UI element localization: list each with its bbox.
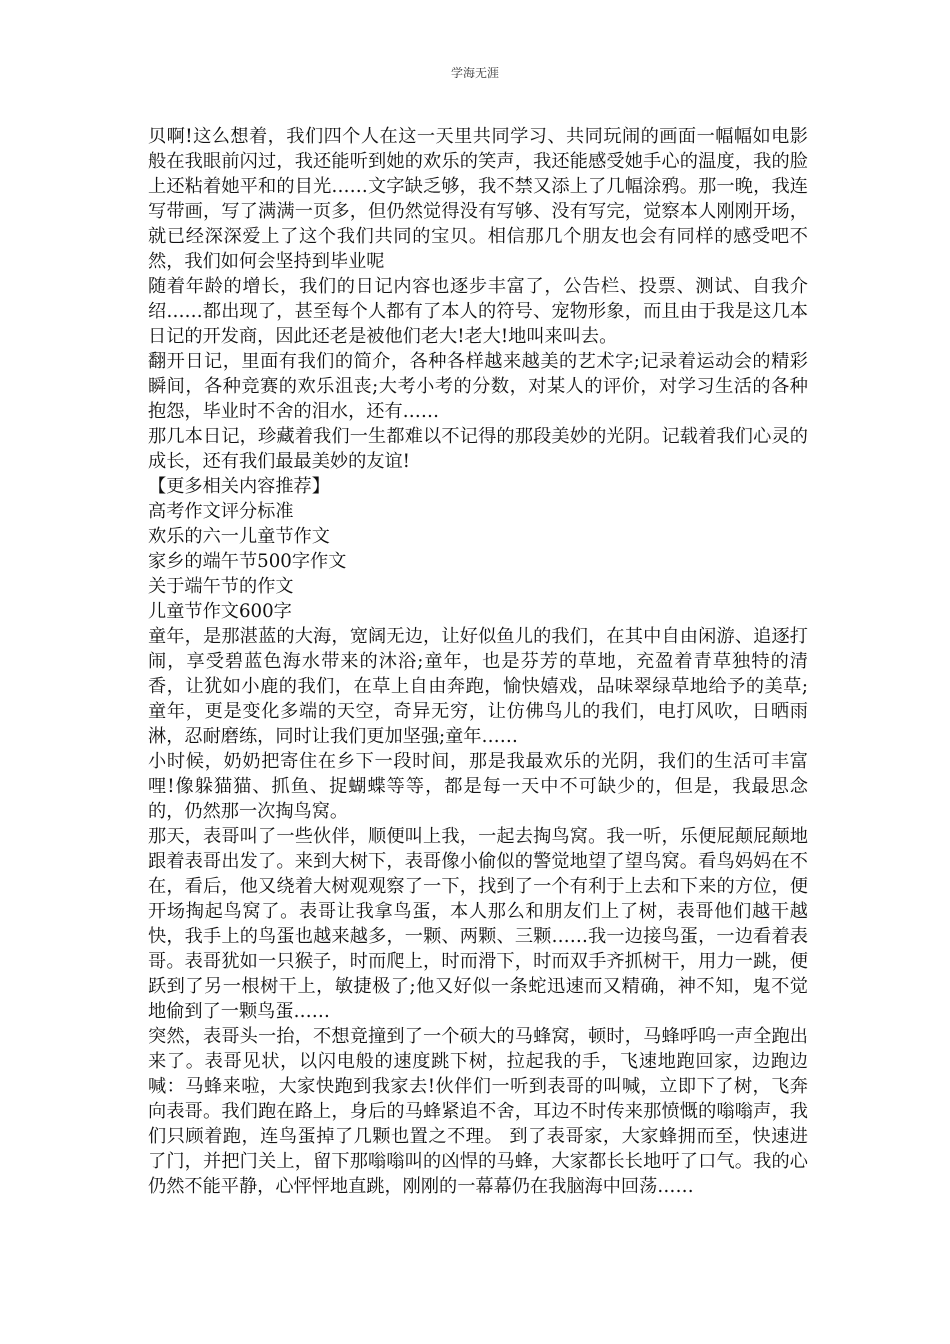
- related-content-heading: 【更多相关内容推荐】: [148, 476, 330, 497]
- paragraph-diary-growth: 随着年龄的增长，我们的日记内容也逐步丰富了，公告栏、投票、测试、自我介绍……都出现了，甚至每个人都有了本人的符号、宠物形象，而且由于我是这几本日记的开发商，因此还老是被他们老大!老大!地叫来叫去。: [148, 276, 808, 347]
- article-title: 儿童节作文600字: [148, 601, 292, 622]
- paragraph-diary-conclusion: 那几本日记，珍藏着我们一生都难以不记得的那段美妙的光阴。记载着我们心灵的成长，还有我们最最美妙的友谊!: [148, 426, 808, 472]
- paragraph-childhood-intro: 童年，是那湛蓝的大海，宽阔无边，让好似鱼儿的我们，在其中自由闲游、追逐打闹，享受碧蓝色海水带来的沐浴;童年，也是芬芳的草地，充盈着青草独特的清香，让犹如小鹿的我们，在草上自由奔跑，愉快嬉戏，品味翠绿草地给予的美草;童年，更是变化多端的天空，奇异无穷，让仿佛鸟儿的我们，电打风吹，日晒雨淋，忍耐磨练，同时让我们更加坚强;童年……: [148, 626, 808, 747]
- related-link-item[interactable]: 高考作文评分标准: [148, 501, 294, 522]
- page-header: 学海无涯: [450, 66, 499, 80]
- paragraph-bird-nest: 那天，表哥叫了一些伙伴，顺便叫上我，一起去掏鸟窝。我一听，乐便屁颠屁颠地跟着表哥出发了。来到大树下，表哥像小偷似的警觉地望了望鸟窝。看鸟妈妈在不在，看后，他又绕着大树观观察了一下，找到了一个有利于上去和下来的方位，便开场掏起鸟窝了。表哥让我拿鸟蛋，本人那么和朋友们上了树，表哥他们越干越快，我手上的鸟蛋也越来越多，一颗、两颗、三颗……我一边接鸟蛋，一边看着表哥。表哥犹如一只猴子，时而爬上，时而滑下，时而双手齐抓树干，用力一跳，便跃到了另一根树干上，敏捷极了;他又好似一条蛇迅速而又精确，神不知，鬼不觉地偷到了一颗鸟蛋……: [148, 826, 808, 1022]
- paragraph-diary-contents: 翻开日记，里面有我们的简介，各种各样越来越美的艺术字;记录着运动会的精彩瞬间，各种竞赛的欢乐沮丧;大考小考的分数，对某人的评价，对学习生活的各种抱怨，毕业时不舍的泪水，还有……: [148, 351, 808, 422]
- related-link-item[interactable]: 欢乐的六一儿童节作文: [148, 526, 330, 547]
- document-body: [148, 124, 808, 1199]
- related-link-item[interactable]: 关于端午节的作文: [148, 576, 294, 597]
- related-link-item[interactable]: 家乡的端午节500字作文: [148, 551, 347, 572]
- paragraph-diary-memory: 贝啊!这么想着，我们四个人在这一天里共同学习、共同玩闹的画面一幅幅如电影般在我眼前闪过，我还能听到她的欢乐的笑声，我还能感受她手心的温度，我的脸上还粘着她平和的目光……文字缺乏够，我不禁又添上了几幅涂鸦。那一晚，我连写带画，写了满满一页多，但仍然觉得没有写够、没有写完，觉察本人刚刚开场，就已经深深爱上了这个我们共同的宝贝。相信那几个朋友也会有同样的感受吧不然，我们如何会坚持到毕业呢: [148, 126, 808, 272]
- paragraph-countryside: 小时候，奶奶把寄住在乡下一段时间，那是我最欢乐的光阴，我们的生活可丰富哩!像躲猫猫、抓鱼、捉蝴蝶等等，都是每一天中不可缺少的，但是，我最思念的，仍然那一次掏鸟窝。: [148, 751, 808, 822]
- paragraph-wasp-nest: 突然，表哥头一抬，不想竟撞到了一个硕大的马蜂窝，顿时，马蜂呼呜一声全跑出来了。表哥见状，以闪电般的速度跳下树，拉起我的手，飞速地跑回家，边跑边喊：马蜂来啦，大家快跑到我家去!伙伴们一听到表哥的叫喊，立即下了树，飞奔向表哥。我们跑在路上，身后的马蜂紧追不舍，耳边不时传来那愤慨的嗡嗡声，我们只顾着跑，连鸟蛋掉了几颗也置之不理。 到了表哥家，大家蜂拥而至，快速进了门，并把门关上，留下那嗡嗡叫的凶悍的马蜂，大家都长长地吁了口气。我的心仍然不能平静，心怦怦地直跳，刚刚的一幕幕仍在我脑海中回荡……: [148, 1026, 808, 1197]
